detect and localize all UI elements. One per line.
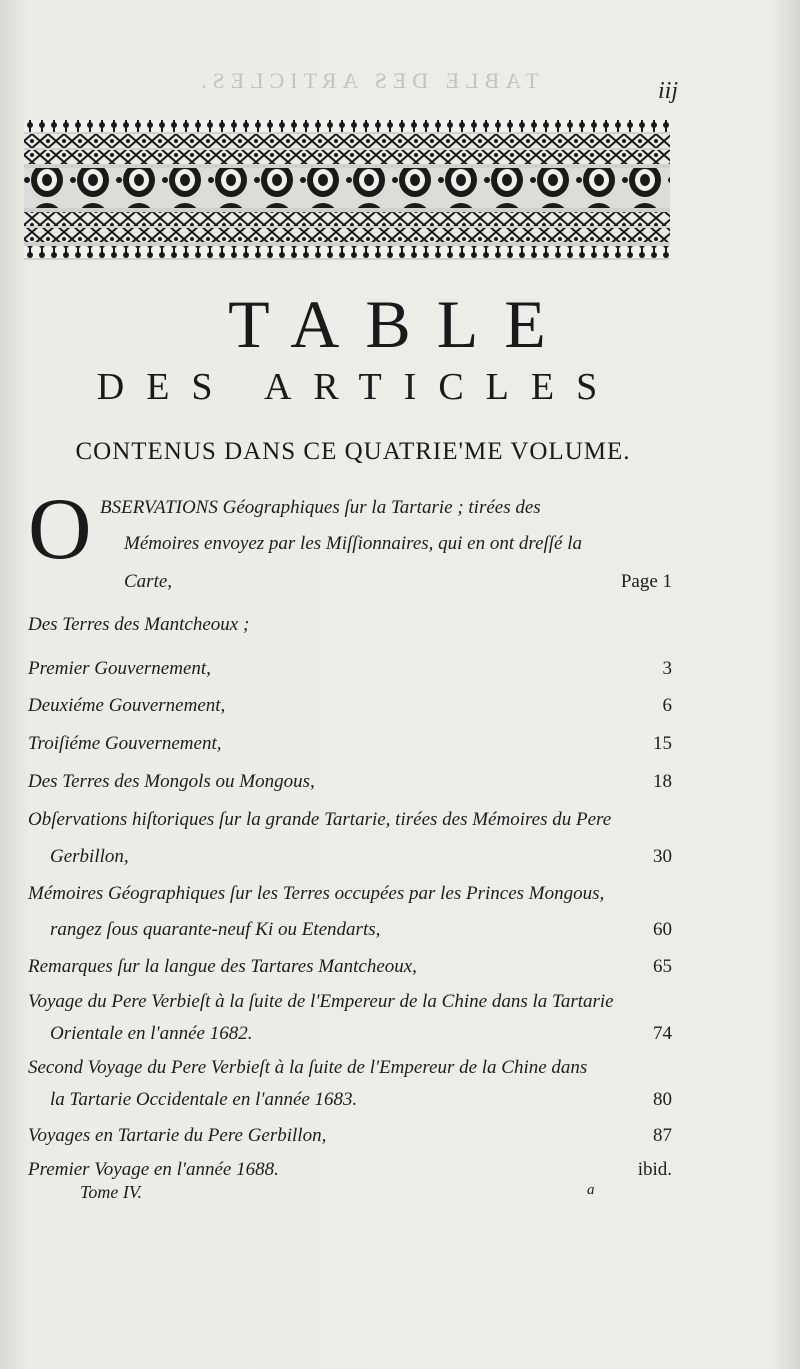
bleed-through-text: TABLE DES ARTICLES. [195,68,539,93]
toc-entry: Obſervations hiſtoriques ſur la grande Tartarie, tirées des Mémoires du Pere [28,809,612,830]
toc-entry: Mémoires Géographiques ſur les Terres occupées par les Princes Mongous, [28,883,605,904]
toc-entry: Voyages en Tartarie du Pere Gerbillon, 87 [28,1125,672,1146]
toc-entry: Premier Voyage en l'année 1688. ibid. [28,1159,672,1180]
toc-entry: Voyage du Pere Verbieſt à la ſuite de l'Empereur de la Chine dans la Tartarie [28,991,614,1012]
drop-cap: O [28,481,92,578]
toc-entry-continuation: la Tartarie Occidentale en l'année 1683. 80 [50,1089,672,1110]
toc-entry: Second Voyage du Pere Verbieſt à la ſuite de l'Empereur de la Chine dans [28,1057,588,1078]
first-entry-line3: Carte, [124,571,173,592]
first-entry-line2: Mémoires envoyez par les Miſſionnaires, qui en ont dreſſé la [124,533,583,554]
first-entry-line1: BSERVATIONS Géographiques ſur la Tartarie ; tirées des [100,497,541,518]
toc-entry: Des Terres des Mantcheoux ; [28,614,250,635]
title-des-articles: DES ARTICLES [96,366,620,408]
title-volume-line: CONTENUS DANS CE QUATRIE'ME VOLUME. [75,438,631,465]
folio-number: iij [657,78,678,104]
tome-label: Tome IV. [80,1182,143,1202]
toc-entry: Deuxiéme Gouvernement, 6 [28,695,672,716]
toc-entry: Des Terres des Mongols ou Mongous, 18 [28,771,672,792]
title-table: TABLE [228,286,572,362]
toc-entry-continuation: Gerbillon, 30 [50,846,672,867]
toc-entry-continuation: Orientale en l'année 1682. 74 [50,1023,672,1044]
first-entry-page: Page 1 [620,571,672,592]
ornamental-headpiece [24,120,670,260]
toc-entry-continuation: rangez ſous quarante-neuf Ki ou Etendarts, 60 [50,919,672,940]
toc-entry: Troiſiéme Gouvernement, 15 [28,733,672,754]
toc-entry: Remarques ſur la langue des Tartares Mantcheoux, 65 [28,956,672,977]
toc-entry: Premier Gouvernement, 3 [28,658,672,679]
signature-mark: a [587,1182,595,1198]
